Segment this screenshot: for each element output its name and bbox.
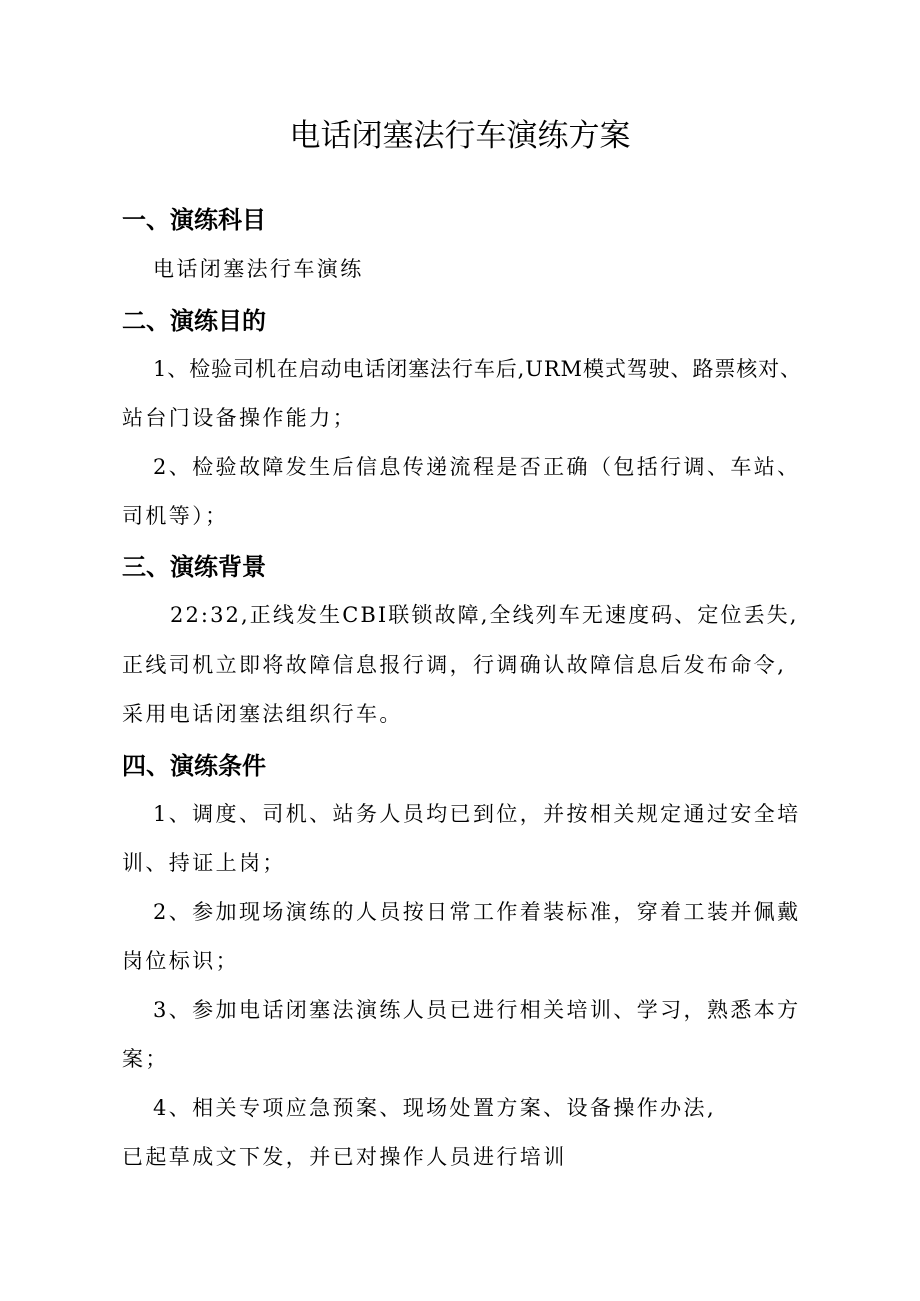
- purpose-item-2-line-1: 2、检验故障发生后信息传递流程是否正确（包括行调、车站、: [153, 455, 801, 479]
- section-heading-conditions: 四、演练条件: [122, 752, 266, 780]
- purpose-item-2-line-2: 司机等）；: [122, 504, 229, 528]
- purpose-item-1-line-1: 1、检验司机在启动电话闭塞法行车后,URM模式驾驶、路票核对、: [153, 357, 802, 381]
- background-line-3: 采用电话闭塞法组织行车。: [122, 702, 403, 726]
- background-line-2: 正线司机立即将故障信息报行调，行调确认故障信息后发布命令,: [122, 653, 787, 677]
- background-line-1: 22:32,正线发生CBI联锁故障,全线列车无速度码、定位丢失,: [170, 603, 799, 627]
- condition-item-1-line-2: 训、持证上岗；: [122, 851, 286, 875]
- condition-item-4-line-1: 4、相关专项应急预案、现场处置方案、设备操作办法,: [153, 1096, 717, 1120]
- condition-item-3-line-1: 3、参加电话闭塞法演练人员已进行相关培训、学习，熟悉本方: [153, 998, 801, 1022]
- condition-item-3-line-2: 案；: [122, 1047, 169, 1071]
- condition-item-1-line-1: 1、调度、司机、站务人员均已到位，并按相关规定通过安全培: [153, 802, 801, 826]
- section-heading-background: 三、演练背景: [122, 553, 266, 581]
- condition-item-2-line-1: 2、参加现场演练的人员按日常工作着装标准，穿着工装并佩戴: [153, 900, 801, 924]
- purpose-item-1-line-2: 站台门设备操作能力；: [122, 406, 356, 430]
- condition-item-2-line-2: 岗位标识；: [122, 949, 239, 973]
- section-text-subject: 电话闭塞法行车演练: [153, 257, 364, 281]
- condition-item-4-line-2: 已起草成文下发，并已对操作人员进行培训: [122, 1145, 567, 1169]
- section-heading-purpose: 二、演练目的: [122, 307, 266, 335]
- document-title: 电话闭塞法行车演练方案: [289, 118, 631, 154]
- section-heading-subject: 一、演练科目: [122, 206, 266, 234]
